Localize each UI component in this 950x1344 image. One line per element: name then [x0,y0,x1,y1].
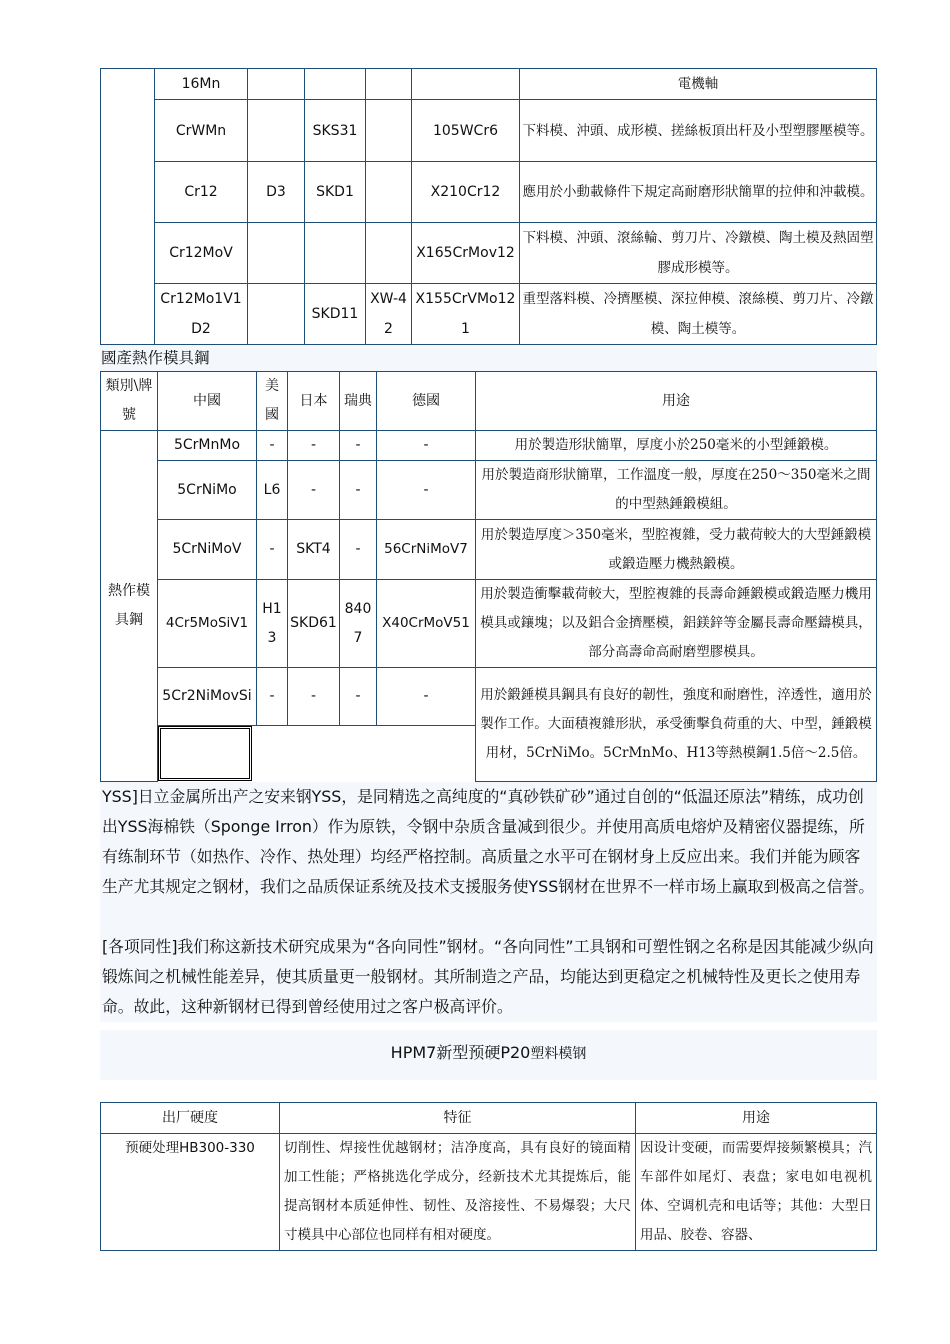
grade-germany: 56CrNiMoV7 [377,520,476,580]
grade-germany: 105WCr6 [412,100,520,162]
grade-japan: SKD11 [305,284,366,345]
grade-japan [305,223,366,284]
grade-sweden: 8407 [340,580,377,668]
grade-china: CrWMn [155,100,248,162]
paragraph-isotropic: [各项同性]我们称这新技术研究成果为“各向同性”钢材。“各向同性”工具钢和可塑性钢之名称是因其能减少纵向锻炼间之机械性能差异，使其质量更一般钢材。其所制造之产品，均能达到更稳定之机械特性及更长之使用寿命。故此，这种新钢材已得到曾经使用过之客户极高评价。 [102,937,874,1016]
grade-china: 16Mn [155,69,248,100]
usage-cell: 電機軸 [520,69,877,100]
table-row [101,284,877,345]
usage-cell: 下料模、沖頭、滾絲輪、剪刀片、冷鐓模、陶土模及熱固塑膠成形模等。 [520,223,877,284]
header-china: 中國 [158,372,257,431]
table-row [101,223,877,284]
grade-usa: L6 [257,461,288,520]
grade-usa: D3 [248,162,305,223]
usage-cell: 用於製造厚度＞350毫米，型腔複雜，受力載荷較大的大型錘鍛模或鍛造壓力機熱鍛模。 [476,520,877,580]
document-page [100,68,877,1251]
grade-china: 5CrNiMoV [158,520,257,580]
table-row [101,431,877,461]
grade-japan: - [288,431,340,461]
grade-japan: - [288,668,340,726]
grade-sweden [366,100,412,162]
header-usa: 美國 [257,372,288,431]
category-cell: 熱作模具鋼 [101,431,158,782]
grade-china: 5Cr2NiMovSi [158,668,257,726]
grade-usa: - [257,668,288,726]
usage-cell: 用於製造形狀簡單，厚度小於250毫米的小型錘鍛模。 [476,431,877,461]
grade-germany: X155CrVMo121 [412,284,520,345]
header-feature: 特征 [280,1103,636,1134]
usage-cell: 用於製造衝擊載荷較大，型腔複雜的長壽命錘鍛模或鍛造壓力機用模具或鑲塊；以及鋁合金擠壓模，鋁鎂鋅等金屬長壽命壓鑄模具，部分高壽命高耐磨塑膠模具。 [476,580,877,668]
grade-usa [248,223,305,284]
table-row [101,668,877,726]
usage-cell: 下料模、沖頭、成形模、搓絲板頂出杆及小型塑膠壓模等。 [520,100,877,162]
grade-germany: - [377,461,476,520]
section-heading [100,1030,877,1080]
grade-china: Cr12 [155,162,248,223]
grade-germany: X210Cr12 [412,162,520,223]
grade-usa: - [257,431,288,461]
table-row [101,1134,877,1251]
grade-sweden: - [340,431,377,461]
header-category: 類別\牌號 [101,372,158,431]
grade-china: Cr12MoV [155,223,248,284]
grade-germany: - [377,668,476,726]
table-row [101,162,877,223]
cold-work-steel-table [100,68,877,345]
hot-work-caption: 國產熱作模具鋼 [100,345,877,371]
paragraph-gap [102,902,875,932]
table-row [101,69,877,100]
paragraph-yss: YSS]日立金属所出产之安来钢YSS，是同精选之高纯度的“真砂铁矿砂”通过自创的“低温还原法”精练，成功创出YSS海棉铁（Sponge Irron）作为原铁，令钢中杂质含量减到很少。并使用高质电熔炉及精密仪器提练，所有练制环节（如热作、冷作、热处理）均经严格控制。高质量之水平可在钢材身上反应出来。我们并能为顾客生产尤其规定之钢材，我们之品质保证系统及技术支援服务使YSS钢材在世界不一样市场上赢取到极高之信誉。 [102,787,875,896]
header-usage: 用途 [476,372,877,431]
header-sweden: 瑞典 [340,372,377,431]
table-row [101,100,877,162]
grade-usa: H13 [257,580,288,668]
grade-usa [248,100,305,162]
grade-japan: SKD1 [305,162,366,223]
heading-main: HPM7新型预硬P20 [390,1043,531,1062]
table-header-row [101,1103,877,1134]
empty-cell [257,726,476,782]
grade-sweden: XW-42 [366,284,412,345]
usage-cell: 重型落料模、冷擠壓模、深拉伸模、滾絲模、剪刀片、冷鐓模、陶土模等。 [520,284,877,345]
grade-japan: SKS31 [305,100,366,162]
hot-work-steel-table [100,371,877,782]
table-row [101,461,877,520]
grade-sweden [366,162,412,223]
grade-usa [248,69,305,100]
grade-sweden: - [340,520,377,580]
grade-germany: - [377,431,476,461]
grade-china: 5CrNiMo [158,461,257,520]
hpm7-table [100,1102,877,1251]
table-header-row [101,372,877,431]
usage-cell: 應用於小動載條件下規定高耐磨形狀簡單的拉伸和沖載模。 [520,162,877,223]
description-text [100,782,877,1022]
category-cell [101,69,155,345]
grade-germany [412,69,520,100]
grade-sweden [366,69,412,100]
header-japan: 日本 [288,372,340,431]
table-row [101,520,877,580]
grade-usa [248,284,305,345]
grade-china: Cr12Mo1V1D2 [155,284,248,345]
feature-cell: 切削性、焊接性优越钢材；洁净度高，具有良好的镜面精加工性能；严格挑选化学成分，经新技术尤其提炼后，能提高钢材本质延伸性、韧性、及溶接性、不易爆裂；大尺寸模具中心部位也同样有相对硬度。 [280,1134,636,1251]
grade-japan [305,69,366,100]
empty-box-cell [158,726,257,782]
header-usage: 用途 [636,1103,877,1134]
grade-sweden: - [340,668,377,726]
grade-germany: X165CrMov12 [412,223,520,284]
empty-box [158,726,252,781]
grade-japan: SKT4 [288,520,340,580]
header-hardness: 出厂硬度 [101,1103,280,1134]
hardness-cell: 预硬处理HB300-330 [101,1134,280,1251]
usage-cell: 用於鍛錘模具鋼具有良好的韌性，強度和耐磨性，淬透性，適用於製作工作。大面積複雜形狀，承受衝擊負荷重的大、中型，錘鍛模用材，5CrNiMo。5CrMnMo、H13等熱模鋼1.5倍～2.5倍。 [476,668,877,782]
grade-germany: X40CrMoV51 [377,580,476,668]
grade-china: 5CrMnMo [158,431,257,461]
grade-china: 4Cr5MoSiV1 [158,580,257,668]
grade-japan: SKD61 [288,580,340,668]
table-row [101,580,877,668]
grade-japan: - [288,461,340,520]
grade-sweden [366,223,412,284]
grade-usa: - [257,520,288,580]
usage-cell: 因设计变硬，而需要焊接频繁模具；汽车部件如尾灯、表盘；家电如电视机体、空调机壳和电话等；其他：大型日用品、胶卷、容器、 [636,1134,877,1251]
grade-sweden: - [340,461,377,520]
header-germany: 德國 [377,372,476,431]
heading-suffix: 塑料模钢 [530,1046,587,1062]
usage-cell: 用於製造商形狀簡單，工作溫度一般，厚度在250～350毫米之間的中型熱錘鍛模組。 [476,461,877,520]
